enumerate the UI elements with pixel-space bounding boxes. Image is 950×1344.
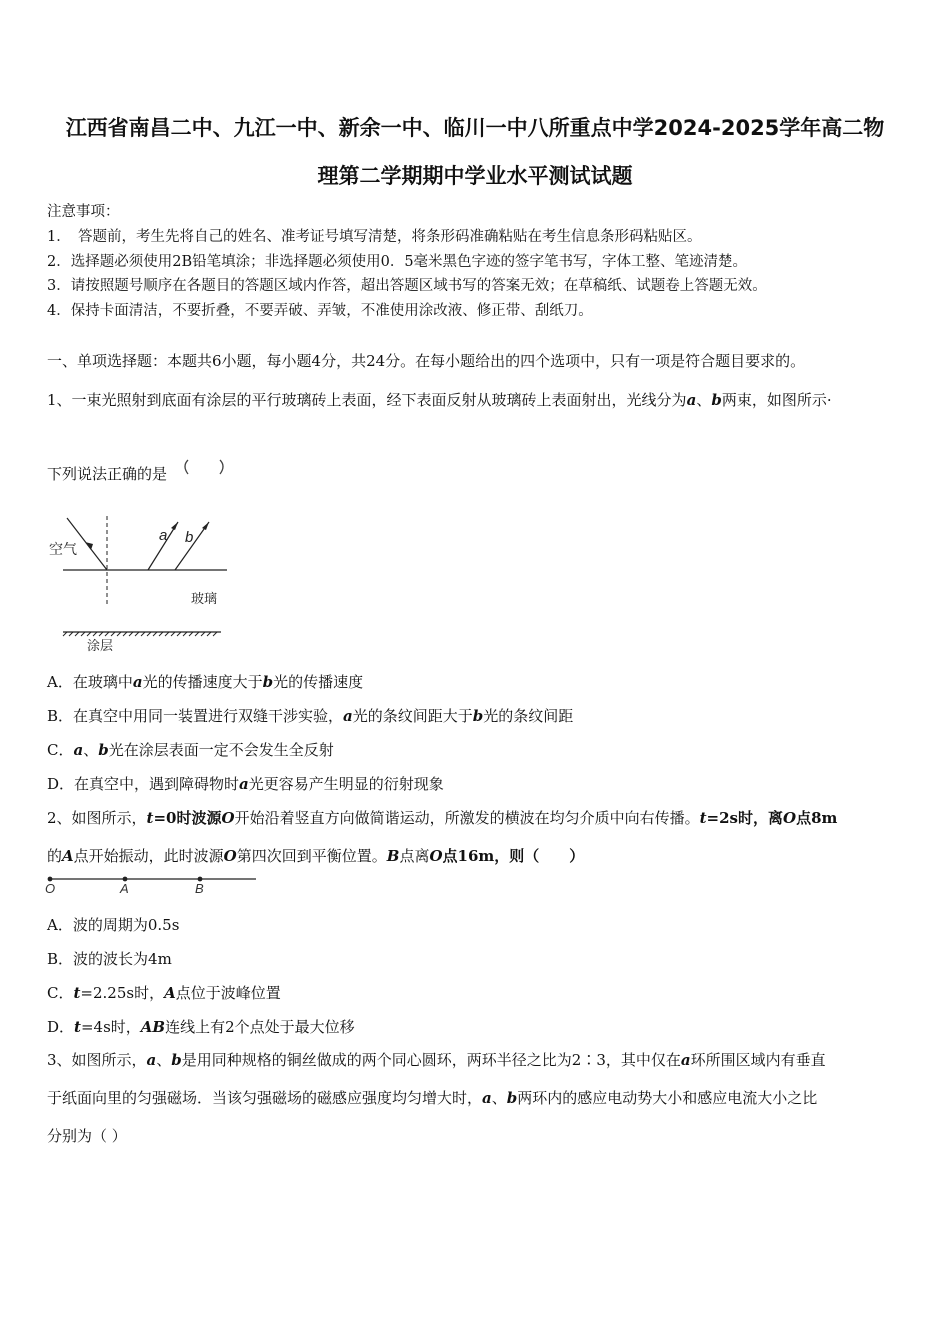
q3-stem-line-2 — [47, 1088, 817, 1108]
q1-opt-a-mid: 光的传播速度大于 — [142, 673, 263, 691]
label-glass: 玻璃 — [191, 591, 218, 606]
q2-d-2: =4s时， — [80, 1018, 141, 1036]
label-o: O — [45, 881, 56, 896]
q1-stem-text-a: 1、一束光照射到底面有涂层的平行玻璃砖上表面，经下表面反射从玻璃砖上表面射出，光线分为 — [47, 391, 687, 409]
q3-l1-3: b — [171, 1051, 182, 1069]
q1-opt-b-post: 光的条纹间距 — [483, 707, 574, 725]
q3-l3: 分别为（ ） — [47, 1127, 127, 1145]
q1-stem-text-c: 下列说法正确的是 — [47, 465, 168, 483]
section-heading: 一、单项选择题：本题共6小题，每小题4分，共24分。在每小题给出的四个选项中，只有一项是符合题目要求的。 — [47, 352, 806, 370]
q2-s2-8: 点16m，则（ ） — [442, 847, 585, 865]
label-a: a — [159, 527, 168, 544]
q2-c-0: C． — [47, 984, 74, 1002]
q2-d-4: 连线上有2个点处于最大位移 — [165, 1018, 355, 1036]
notice-item-3: 3．请按照题号顺序在各题目的答题区域内作答，超出答题区域书写的答案无效；在草稿纸、试题卷上答题无效。 — [47, 278, 767, 294]
q2-option-d — [47, 1017, 355, 1037]
q1-opt-c-pre: C． — [47, 741, 74, 759]
q3-stem-line-1 — [47, 1050, 826, 1070]
q1-answer-paren — [178, 456, 230, 480]
q1-var-b: b — [711, 391, 722, 409]
q2-s2-3: O — [223, 847, 237, 865]
q1-opt-d-pre: D．在真空中，遇到障碍物时 — [47, 775, 240, 793]
notice-heading: 注意事项： — [47, 204, 120, 220]
q3-l2-0: 于纸面向里的匀强磁场．当该匀强磁场的磁感应强度均匀增大时， — [47, 1089, 483, 1107]
q2-c-1: t — [73, 984, 81, 1002]
q1-stem-line-2 — [47, 464, 167, 484]
q2-figure-wave-line — [42, 872, 262, 896]
q2-d-0: D． — [47, 1018, 75, 1036]
q1-var-a: a — [686, 391, 697, 409]
q2-stem-line-2 — [47, 846, 584, 866]
q2-option-c — [47, 983, 281, 1003]
q2-c-2: =2.25s时， — [80, 984, 165, 1002]
q3-l1-5: a — [680, 1051, 691, 1069]
label-coating: 涂层 — [87, 638, 114, 653]
label-air: 空气 — [49, 541, 77, 557]
q2-c-3: A — [164, 984, 176, 1002]
q2-s1-0: 2、如图所示， — [47, 809, 147, 827]
q1-opt-b-v2: b — [472, 707, 484, 725]
q1-option-d — [47, 774, 444, 794]
notice-item-1: 1． 答题前，考生先将自己的姓名、准考证号填写清楚，将条形码准确粘贴在考生信息条形码粘贴区。 — [47, 229, 702, 245]
ray-a-arrow-icon — [171, 522, 178, 530]
q2-s2-4: 第四次回到平衡位置。 — [236, 847, 387, 865]
q2-d-1: t — [74, 1018, 81, 1036]
page-title-line-2: 理第二学期期中学业水平测试试题 — [317, 164, 633, 188]
incident-arrow-icon — [85, 542, 93, 550]
q2-s1-8: 点8m — [796, 809, 838, 827]
q3-l2-2: 、 — [491, 1089, 507, 1107]
q1-opt-b-v1: a — [343, 707, 353, 725]
q2-c-4: 点位于波峰位置 — [175, 984, 281, 1002]
q2-opt-b-text: B．波的波长为4m — [47, 950, 172, 968]
q1-sep: 、 — [696, 391, 712, 409]
q2-s1-6: =2s时，离 — [706, 809, 783, 827]
q3-l2-4: 两环内的感应电动势大小和感应电流大小之比 — [517, 1089, 818, 1107]
q2-s1-1: t — [146, 809, 154, 827]
q1-opt-a-v2: b — [262, 673, 274, 691]
q2-s1-3: O — [221, 809, 235, 827]
q3-l1-2: 、 — [156, 1051, 172, 1069]
q2-s2-6: 点离 — [399, 847, 430, 865]
q2-s1-7: O — [782, 809, 797, 827]
q1-figure-glass-slab — [45, 508, 235, 656]
q3-stem-line-3 — [47, 1126, 127, 1146]
q2-option-a — [47, 915, 179, 935]
q2-s2-5: B — [386, 847, 400, 865]
q1-opt-c-v2: b — [98, 741, 109, 759]
q1-option-b — [47, 706, 573, 726]
q1-stem-line-1 — [47, 390, 832, 410]
label-b: b — [185, 529, 194, 546]
q3-l2-1: a — [482, 1089, 492, 1107]
q1-opt-d-mid: 光更容易产生明显的衍射现象 — [248, 775, 444, 793]
q3-l1-1: a — [146, 1051, 157, 1069]
q2-s2-7: O — [429, 847, 443, 865]
q2-s1-4: 开始沿着竖直方向做简谐运动，所激发的横波在均匀介质中向右传播。 — [234, 809, 700, 827]
q1-opt-a-pre: A．在玻璃中 — [47, 673, 133, 691]
q1-opt-c-post: 光在涂层表面一定不会发生全反射 — [108, 741, 334, 759]
page-title-line-1: 江西省南昌二中、九江一中、新余一中、临川一中八所重点中学2024-2025学年高二物 — [65, 116, 885, 140]
q1-stem-text-b: 两束，如图所示· — [721, 391, 832, 409]
notice-item-4: 4．保持卡面清洁，不要折叠，不要弄破、弄皱，不准使用涂改液、修正带、刮纸刀。 — [47, 303, 593, 319]
q3-l1-0: 3、如图所示， — [47, 1051, 147, 1069]
q2-opt-a-text: A．波的周期为0.5s — [47, 916, 180, 934]
q3-l2-3: b — [506, 1089, 518, 1107]
q1-opt-d-v1: a — [239, 775, 249, 793]
q3-l1-4: 是用同种规格的铜丝做成的两个同心圆环，两环半径之比为2∶3，其中仅在 — [181, 1051, 681, 1069]
q3-l1-6: 环所围区域内有垂直 — [690, 1051, 826, 1069]
ray-b-arrow-icon — [202, 522, 209, 530]
notice-item-2: 2．选择题必须使用2B铅笔填涂；非选择题必须使用0．5毫米黑色字迹的签字笔书写，字体工整、笔迹清楚。 — [47, 254, 748, 270]
q2-s2-1: A — [62, 847, 74, 865]
q1-option-a — [47, 672, 363, 692]
q1-opt-c-v1: a — [73, 741, 84, 759]
label-b: B — [195, 881, 204, 896]
q2-s1-2: =0时波源 — [153, 809, 222, 827]
q2-s1-5: t — [699, 809, 707, 827]
q2-s2-2: 点开始振动，此时波源 — [73, 847, 224, 865]
q2-d-3: AB — [140, 1018, 166, 1036]
q2-s2-0: 的 — [47, 847, 63, 865]
q1-opt-b-pre: B．在真空中用同一装置进行双缝干涉实验， — [47, 707, 344, 725]
q1-opt-c-mid: 、 — [83, 741, 99, 759]
q1-opt-a-v1: a — [132, 673, 143, 691]
q1-opt-b-mid: 光的条纹间距大于 — [352, 707, 473, 725]
q2-stem-line-1 — [47, 808, 837, 828]
q2-option-b — [47, 949, 172, 969]
q1-opt-a-post: 光的传播速度 — [273, 673, 364, 691]
label-a: A — [120, 881, 129, 896]
q1-option-c — [47, 740, 334, 760]
